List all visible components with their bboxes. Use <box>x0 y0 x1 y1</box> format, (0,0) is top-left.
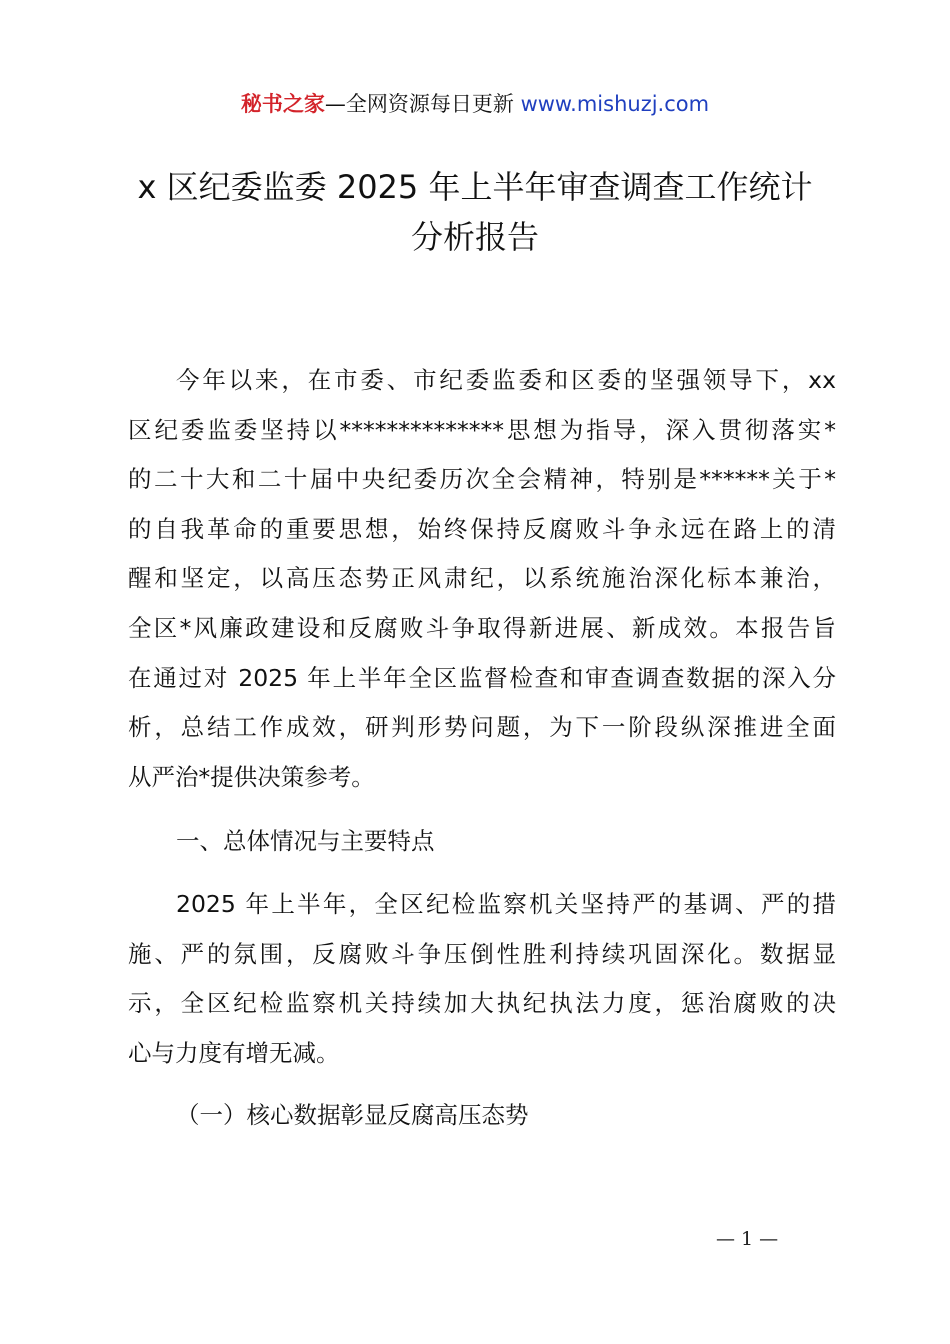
brand-name: 秘书之家 <box>240 92 325 116</box>
site-header <box>0 88 950 120</box>
paragraph-line: 从严治*提供决策参考。 <box>128 762 375 791</box>
title-line-1: x 区纪委监委 2025 年上半年审查调查工作统计 <box>137 168 813 206</box>
paragraph-line: 今年以来，在市委、市纪委监委和区委的坚强领导下，xx <box>176 366 836 394</box>
paragraph-line: 在通过对 2025 年上半年全区监督检查和审查调查数据的深入分 <box>128 663 836 692</box>
header-slogan: —全网资源每日更新 <box>324 92 514 116</box>
title-line-2: 分析报告 <box>410 218 539 256</box>
section-paragraph <box>128 880 836 1078</box>
paragraph-line: 心与力度有增无减。 <box>128 1038 340 1067</box>
paragraph-line: 2025 年上半年，全区纪检监察机关坚持严的基调、严的措 <box>176 890 836 918</box>
paragraph-line: 醒和坚定，以高压态势正风肃纪，以系统施治深化标本兼治， <box>128 564 836 593</box>
paragraph-line: 全区*风廉政建设和反腐败斗争取得新进展、新成效。本报告旨 <box>128 613 836 642</box>
paragraph-line: 施、严的氛围，反腐败斗争压倒性胜利持续巩固深化。数据显 <box>128 939 836 968</box>
paragraph-line: 的二十大和二十届中央纪委历次全会精神，特别是******关于* <box>128 465 836 494</box>
page-number: — 1 — <box>716 1228 779 1250</box>
site-url-link[interactable]: www.mishuzj.com <box>520 92 710 116</box>
intro-paragraph <box>128 356 836 802</box>
paragraph-line: 的自我革命的重要思想，始终保持反腐败斗争永远在路上的清 <box>128 514 836 543</box>
paragraph-line: 析，总结工作成效，研判形势问题，为下一阶段纵深推进全面 <box>128 713 836 742</box>
document-title <box>90 162 860 262</box>
paragraph-line: 示，全区纪检监察机关持续加大执纪执法力度，惩治腐败的决 <box>128 989 836 1018</box>
subsection-heading: （一）核心数据彰显反腐高压态势 <box>176 1101 529 1129</box>
section-heading: 一、总体情况与主要特点 <box>176 827 435 855</box>
paragraph-line: 区纪委监委坚持以**************思想为指导，深入贯彻落实* <box>128 415 836 444</box>
